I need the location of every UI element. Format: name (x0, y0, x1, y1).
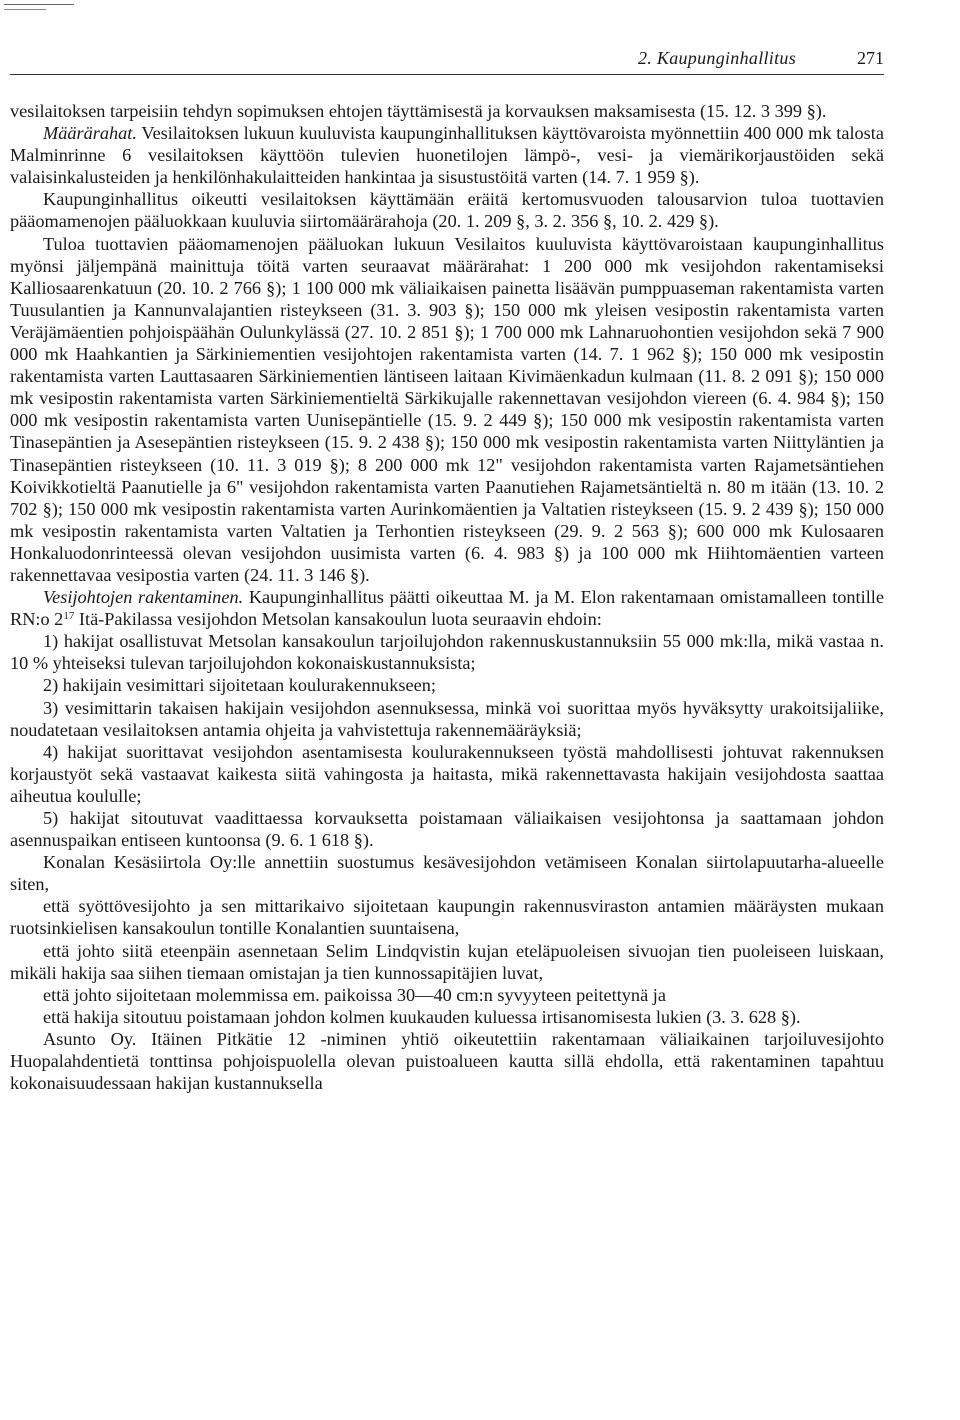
scan-mark (4, 9, 46, 10)
document-body (10, 100, 884, 1094)
paragraph: että hakija sitoutuu poistamaan johdon kolmen kuukauden kuluessa irtisanomisesta lukien (3. 3. 628 §). (43, 1006, 801, 1027)
paragraph: Kaupunginhallitus oikeutti vesilaitoksen käyttämään eräitä kertomusvuoden talousarvion tuloa tuottavien pääomamenojen pääluokkaan kuuluvia siirtomäärärahoja (20. 1. 209 §, 3. 2. 356 §, 10. 2. 429 §). (10, 189, 884, 232)
list-item: 1) hakijat osallistuvat Metsolan kansakoulun tarjoilujohdon rakennuskustannuksiin 55 000 mk:lla, mikä vastaa n. 10 % yhteiseksi tulevan tarjoilujohdon kokonaiskustannuksista; (10, 631, 884, 674)
paragraph: että johto siitä eteenpäin asennetaan Selim Lindqvistin kujan eteläpuoleisen sivuojan tien puoleiseen luiskaan, mikäli hakija saa siihen tiemaan omistajan ja tien kunnossapitäjien luvat, (10, 940, 884, 983)
list-item: 3) vesimittarin takaisen hakijain vesijohdon asennuksessa, minkä voi suorittaa myös hyväksytty urakoitsijaliike, noudatetaan vesilaitoksen antamia ohjeita ja vahvistettuja rakennemääräyksiä; (10, 697, 884, 740)
superscript: 17 (63, 610, 75, 623)
paragraph: Määrärahat. Vesilaitoksen lukuun kuuluvista kaupunginhallituksen käyttövaroista myönnettiin 400 000 mk talosta Malminrinne 6 vesilaitoksen käyttöön tulevien huonetilojen lämpö-, vesi- ja viemärikorjaustöiden sekä valaisinkalusteiden ja henkilönhakulaitteiden hankintaa ja sisustustöitä varten (14. 7. 1 959 §). (10, 123, 884, 188)
header-rule (10, 74, 884, 75)
paragraph: että johto sijoitetaan molemmissa em. paikoissa 30—40 cm:n syvyyteen peitettynä ja (43, 984, 666, 1005)
running-header (10, 48, 884, 70)
paragraph: että syöttövesijohto ja sen mittarikaivo sijoitetaan kaupungin rakennusviraston antamien määräysten mukaan ruotsinkielisen kansakoulun tontille Konalantien suuntaisena, (10, 896, 884, 939)
page-number: 271 (857, 48, 884, 68)
list-item: 2) hakijain vesimittari sijoitetaan koulurakennukseen; (43, 675, 436, 696)
paragraph: Vesijohtojen rakentaminen. Kaupunginhallitus päätti oikeuttaa M. ja M. Elon rakentamaan omistamalleen tontille RN:o $2^{17}$ Itä-Pakilassa vesijohdon Metsolan kansakoulun luota seuraavin ehdoin: (10, 587, 884, 630)
section-heading: Määrärahat. (43, 123, 137, 144)
paragraph: Asunto Oy. Itäinen Pitkätie 12 -niminen yhtiö oikeutettiin rakentamaan väliaikainen tarjoiluvesijohto Huopalahdentietä tonttinsa pohjoispuolella olevan puistoalueen kautta sillä ehdolla, että rakentaminen tapahtuu kokonaisuudessaan hakijan kustannuksella (10, 1028, 884, 1094)
list-item: 4) hakijat suorittavat vesijohdon asentamisesta koulurakennukseen työstä mahdollisesti johtuvat rakennuksen korjaustyöt sekä vastaavat kaikesta siitä vahingosta ja haitasta, mikä rakennettavasta hakijain vesijohdosta saattaa aiheutua koululle; (10, 741, 884, 806)
paragraph: vesilaitoksen tarpeisiin tehdyn sopimuksen ehtojen täyttämisestä ja korvauksen maksamisesta (15. 12. 3 399 §). (10, 101, 827, 121)
scan-mark (4, 4, 74, 5)
list-item: 5) hakijat sitoutuvat vaadittaessa korvauksetta poistamaan väliaikaisen vesijohtonsa ja saattamaan johdon asennuspaikan entiseen kuntoonsa (9. 6. 1 618 §). (10, 808, 884, 851)
section-heading: Vesijohtojen rakentaminen. (43, 587, 244, 608)
header-title: 2. Kaupunginhallitus (637, 48, 796, 68)
paragraph: Konalan Kesäsiirtola Oy:lle annettiin suostumus kesävesijohdon vetämiseen Konalan siirtolapuutarha-alueelle siten, (10, 852, 884, 895)
paragraph: Tuloa tuottavien pääomamenojen pääluokan lukuun Vesilaitos kuuluvista käyttövaroistaan kaupunginhallitus myönsi jäljempänä mainittuja töitä varten seuraavat määrärahat: 1 200 000 mk vesijohdon rakentamiseksi Kalliosaarenkatuun (20. 10. 2 766 §); 1 100 000 mk väliaikaisen painetta lisäävän pumppuaseman rakentamista varten Tuusulantien ja Kannunvalajantien risteykseen (31. 3. 903 §); 150 000 mk yleisen vesipostin rakentamista varten Veräjämäentien pohjoispäähän Oulunkylässä (27. 10. 2 851 §); 1 700 000 mk Lahnaruohontien vesijohdon sekä 7 900 000 mk Haahkantien ja Särkiniementien vesijohtojen rakentamista varten (14. 7. 1 962 §); 150 000 mk vesipostin rakentamista varten Lauttasaaren Särkiniementien läntiseen laitaan Kivimäenkadun kulmaan (11. 8. 2 091 §); 150 000 mk vesipostin rakentamista varten Särkiniementieltä Särkikujalle rakennettavan vesijohdon viereen (6. 4. 984 §); 150 000 mk vesipostin rakentamista varten Uunisepäntielle (15. 9. 2 449 §); 150 000 mk vesipostin rakentamista varten Tinasepäntien ja Asesepäntien risteykseen (15. 9. 2 438 §); 150 000 mk vesipostin rakentamista varten Niittyläntien ja Tinasepäntien risteykseen (10. 11. 3 019 §); 8 200 000 mk 12" vesijohdon rakentamista varten Rajametsäntiehen Koivikkotieltä Paanutielle ja 6" vesijohdon rakentamista varten Paanutiehen Rajametsäntieltä n. 80 m itään (13. 10. 2 702 §); 150 000 mk vesipostin rakentamista varten Aurinkomäentien ja Valtatien risteykseen (15. 9. 2 439 §); 150 000 mk vesipostin rakentamista varten Valtatien ja Terhontien risteykseen (29. 9. 2 563 §); 600 000 mk Kulosaaren Honkaluodonrinteessä olevan vesijohdon uusimista varten (6. 4. 983 §) ja 100 000 mk Hiihtomäentien varteen rakennettavaa vesipostia varten (24. 11. 3 146 §). (10, 233, 884, 585)
